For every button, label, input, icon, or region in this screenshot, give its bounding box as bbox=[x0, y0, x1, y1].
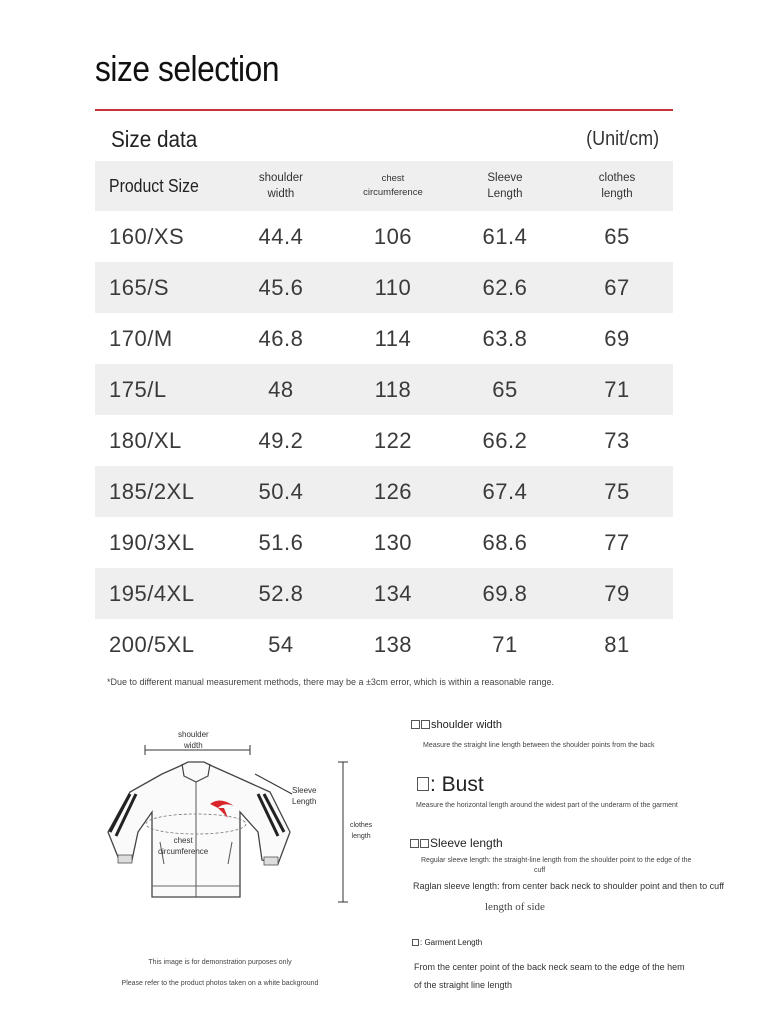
measurement-cell: 66.2 bbox=[482, 427, 528, 453]
measurement-cell: 65 bbox=[604, 223, 630, 249]
size-data-label: Size data bbox=[111, 125, 198, 152]
table-caption bbox=[95, 117, 673, 161]
measurement-cell: 79 bbox=[604, 580, 630, 606]
page-title: size selection bbox=[95, 48, 280, 89]
measurement-cell: 68.6 bbox=[482, 529, 528, 555]
measurement-cell: 114 bbox=[374, 325, 412, 351]
measurement-cell: 67 bbox=[604, 274, 630, 300]
measurement-cell: 75 bbox=[604, 478, 630, 504]
diagram-shoulder-label: shoulder width bbox=[178, 730, 209, 750]
def-shoulder-text: Measure the straight line length between the shoulder points from the back bbox=[423, 742, 655, 749]
placeholder-glyph-icon bbox=[421, 720, 430, 729]
placeholder-glyph-icon bbox=[411, 720, 420, 729]
jacket-illustration bbox=[100, 722, 373, 907]
def-sleeve-text-1: Regular sleeve length: the straight-line length from the shoulder point to the edge of the bbox=[421, 857, 692, 864]
measurement-cell: 51.6 bbox=[258, 529, 304, 555]
header-product-size: Product Size bbox=[109, 175, 199, 196]
measurement-cell: 46.8 bbox=[258, 325, 304, 351]
table-row bbox=[95, 211, 673, 262]
title-divider bbox=[95, 109, 673, 111]
demo-note-2: Please refer to the product photos taken on a white background bbox=[121, 980, 319, 987]
def-sleeve-text-4: length of side bbox=[485, 901, 545, 913]
size-table bbox=[95, 117, 673, 670]
measurement-cell: 65 bbox=[492, 376, 518, 402]
size-cell: 185/2XL bbox=[109, 478, 195, 504]
size-cell: 200/5XL bbox=[109, 631, 195, 657]
def-sleeve-text-3: Raglan sleeve length: from center back neck to shoulder point and then to cuff bbox=[413, 881, 725, 891]
measurement-cell: 73 bbox=[604, 427, 630, 453]
table-row bbox=[95, 568, 673, 619]
def-bust-text: Measure the horizontal length around the widest part of the underarm of the garment bbox=[416, 802, 678, 809]
measurement-cell: 69 bbox=[604, 325, 630, 351]
demo-note-1: This image is for demonstration purposes only bbox=[148, 959, 292, 966]
table-row bbox=[95, 364, 673, 415]
measurement-cell: 110 bbox=[374, 274, 412, 300]
size-cell: 190/3XL bbox=[109, 529, 195, 555]
measurement-cell: 71 bbox=[604, 376, 630, 402]
unit-label: (Unit/cm) bbox=[586, 127, 659, 150]
measurement-cell: 69.8 bbox=[482, 580, 528, 606]
table-header-row bbox=[95, 161, 673, 211]
measurement-cell: 118 bbox=[374, 376, 412, 402]
measurement-cell: 134 bbox=[373, 580, 413, 606]
header-chest-circumference: chest circumference bbox=[363, 173, 423, 198]
table-row bbox=[95, 619, 673, 670]
placeholder-glyph-icon bbox=[417, 777, 429, 791]
size-cell: 180/XL bbox=[109, 427, 182, 453]
table-row bbox=[95, 466, 673, 517]
placeholder-glyph-icon bbox=[412, 939, 419, 946]
def-sleeve-title: Sleeve length bbox=[410, 836, 503, 850]
table-row bbox=[95, 415, 673, 466]
measurement-cell: 81 bbox=[604, 631, 630, 657]
measurement-cell: 54 bbox=[268, 631, 294, 657]
size-cell: 165/S bbox=[109, 274, 169, 300]
table-row bbox=[95, 517, 673, 568]
size-cell: 160/XS bbox=[109, 223, 185, 249]
def-garment-text-2: of the straight line length bbox=[414, 980, 513, 990]
measurement-cell: 45.6 bbox=[258, 274, 304, 300]
measurement-cell: 77 bbox=[604, 529, 630, 555]
measurement-cell: 44.4 bbox=[258, 223, 304, 249]
table-row bbox=[95, 262, 673, 313]
jacket-diagram bbox=[100, 722, 373, 907]
measurement-cell: 61.4 bbox=[482, 223, 528, 249]
def-garment-text-1: From the center point of the back neck seam to the edge of the hem bbox=[414, 962, 685, 972]
placeholder-glyph-icon bbox=[410, 839, 419, 848]
table-row bbox=[95, 313, 673, 364]
measurement-cell: 67.4 bbox=[482, 478, 528, 504]
def-shoulder-title: shoulder width bbox=[411, 719, 502, 731]
measurement-cell: 138 bbox=[373, 631, 413, 657]
size-cell: 170/M bbox=[109, 325, 173, 351]
def-bust-title: : Bust bbox=[417, 773, 484, 797]
measurement-cell: 71 bbox=[492, 631, 518, 657]
measurement-note: *Due to different manual measurement methods, there may be a ±3cm error, which is within a reasonable range. bbox=[107, 677, 555, 687]
def-garment-title: : Garment Length bbox=[412, 938, 482, 947]
size-cell: 175/L bbox=[109, 376, 167, 402]
measurement-cell: 63.8 bbox=[482, 325, 528, 351]
header-shoulder-width: shoulder width bbox=[258, 172, 303, 200]
measurement-cell: 106 bbox=[373, 223, 413, 249]
measurement-cell: 62.6 bbox=[482, 274, 528, 300]
size-cell: 195/4XL bbox=[109, 580, 195, 606]
measurement-cell: 52.8 bbox=[258, 580, 304, 606]
diagram-sleeve-label: Sleeve Length bbox=[292, 786, 317, 806]
header-sleeve-length: Sleeve Length bbox=[487, 172, 523, 200]
header-clothes-length: clothes length bbox=[598, 172, 636, 200]
diagram-clothes-label: clothes length bbox=[350, 822, 373, 840]
measurement-cell: 48 bbox=[268, 376, 294, 402]
measurement-cell: 126 bbox=[373, 478, 413, 504]
def-sleeve-text-2: cuff bbox=[534, 867, 546, 874]
measurement-cell: 130 bbox=[373, 529, 413, 555]
measurement-cell: 49.2 bbox=[258, 427, 304, 453]
measurement-cell: 50.4 bbox=[258, 478, 304, 504]
measurement-cell: 122 bbox=[373, 427, 413, 453]
placeholder-glyph-icon bbox=[420, 839, 429, 848]
diagram-chest-label: chest circumference bbox=[158, 836, 209, 856]
